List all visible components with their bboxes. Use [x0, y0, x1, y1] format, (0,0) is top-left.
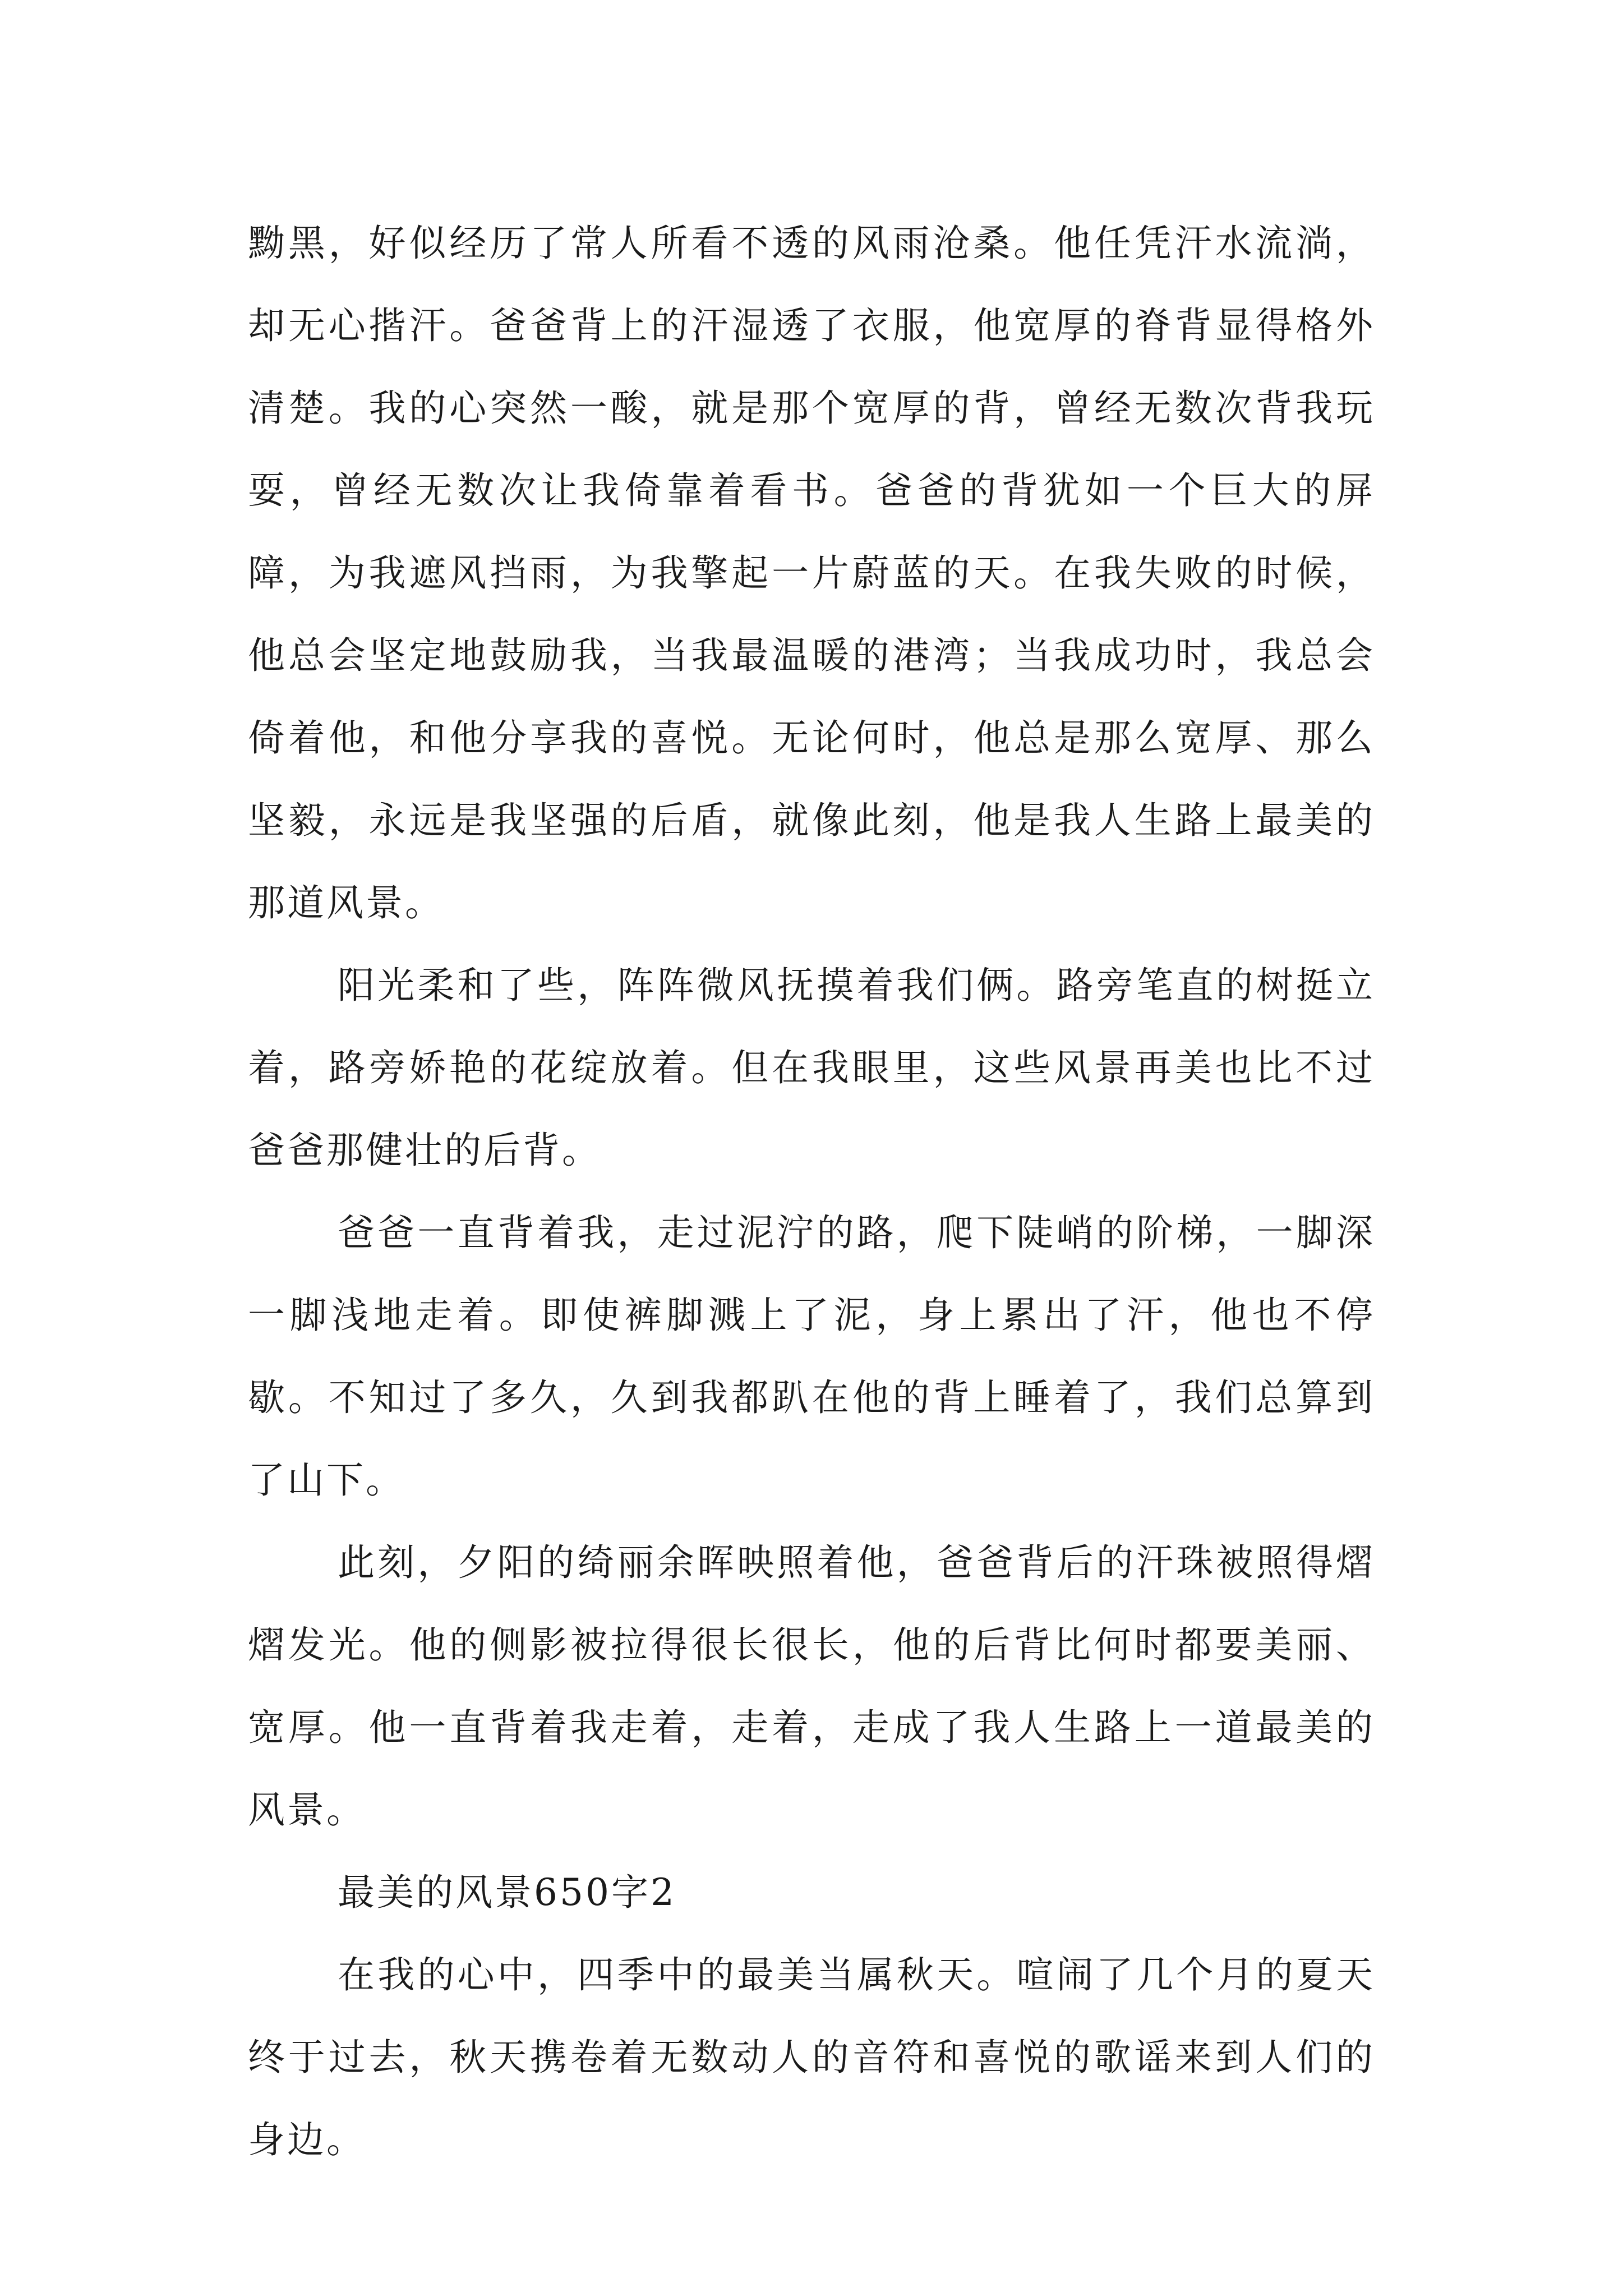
paragraph: 黝黑，好似经历了常人所看不透的风雨沧桑。他任凭汗水流淌，却无心揩汗。爸爸背上的汗湿透了衣服，他宽厚的脊背显得格外清楚。我的心突然一酸，就是那个宽厚的背，曾经无数次背我玩耍，曾经无数次让我倚靠着看书。爸爸的背犹如一个巨大的屏障，为我遮风挡雨，为我擎起一片蔚蓝的天。在我失败的时候，他总会坚定地鼓励我，当我最温暖的港湾；当我成功时，我总会倚着他，和他分享我的喜悦。无论何时，他总是那么宽厚、那么坚毅，永远是我坚强的后盾，就像此刻，他是我人生路上最美的那道风景。 — [248, 222, 1375, 924]
paragraph: 在我的心中，四季中的最美当属秋天。喧闹了几个月的夏天终于过去，秋天携卷着无数动人的音符和喜悦的歌谣来到人们的身边。 — [248, 1953, 1375, 2161]
paragraph: 爸爸一直背着我，走过泥泞的路，爬下陡峭的阶梯，一脚深一脚浅地走着。即使裤脚溅上了泥，身上累出了汗，他也不停歇。不知过了多久，久到我都趴在他的背上睡着了，我们总算到了山下。 — [248, 1211, 1375, 1502]
section-heading: 最美的风景650字2 — [338, 1871, 676, 1914]
document-body — [248, 202, 1375, 2181]
paragraph: 阳光柔和了些，阵阵微风抚摸着我们俩。路旁笔直的树挺立着，路旁娇艳的花绽放着。但在我眼里，这些风景再美也比不过爸爸那健壮的后背。 — [248, 964, 1375, 1172]
paragraph: 此刻，夕阳的绮丽余晖映照着他，爸爸背后的汗珠被照得熠熠发光。他的侧影被拉得很长很长，他的后背比何时都要美丽、宽厚。他一直背着我走着，走着，走成了我人生路上一道最美的风景。 — [248, 1541, 1375, 1832]
